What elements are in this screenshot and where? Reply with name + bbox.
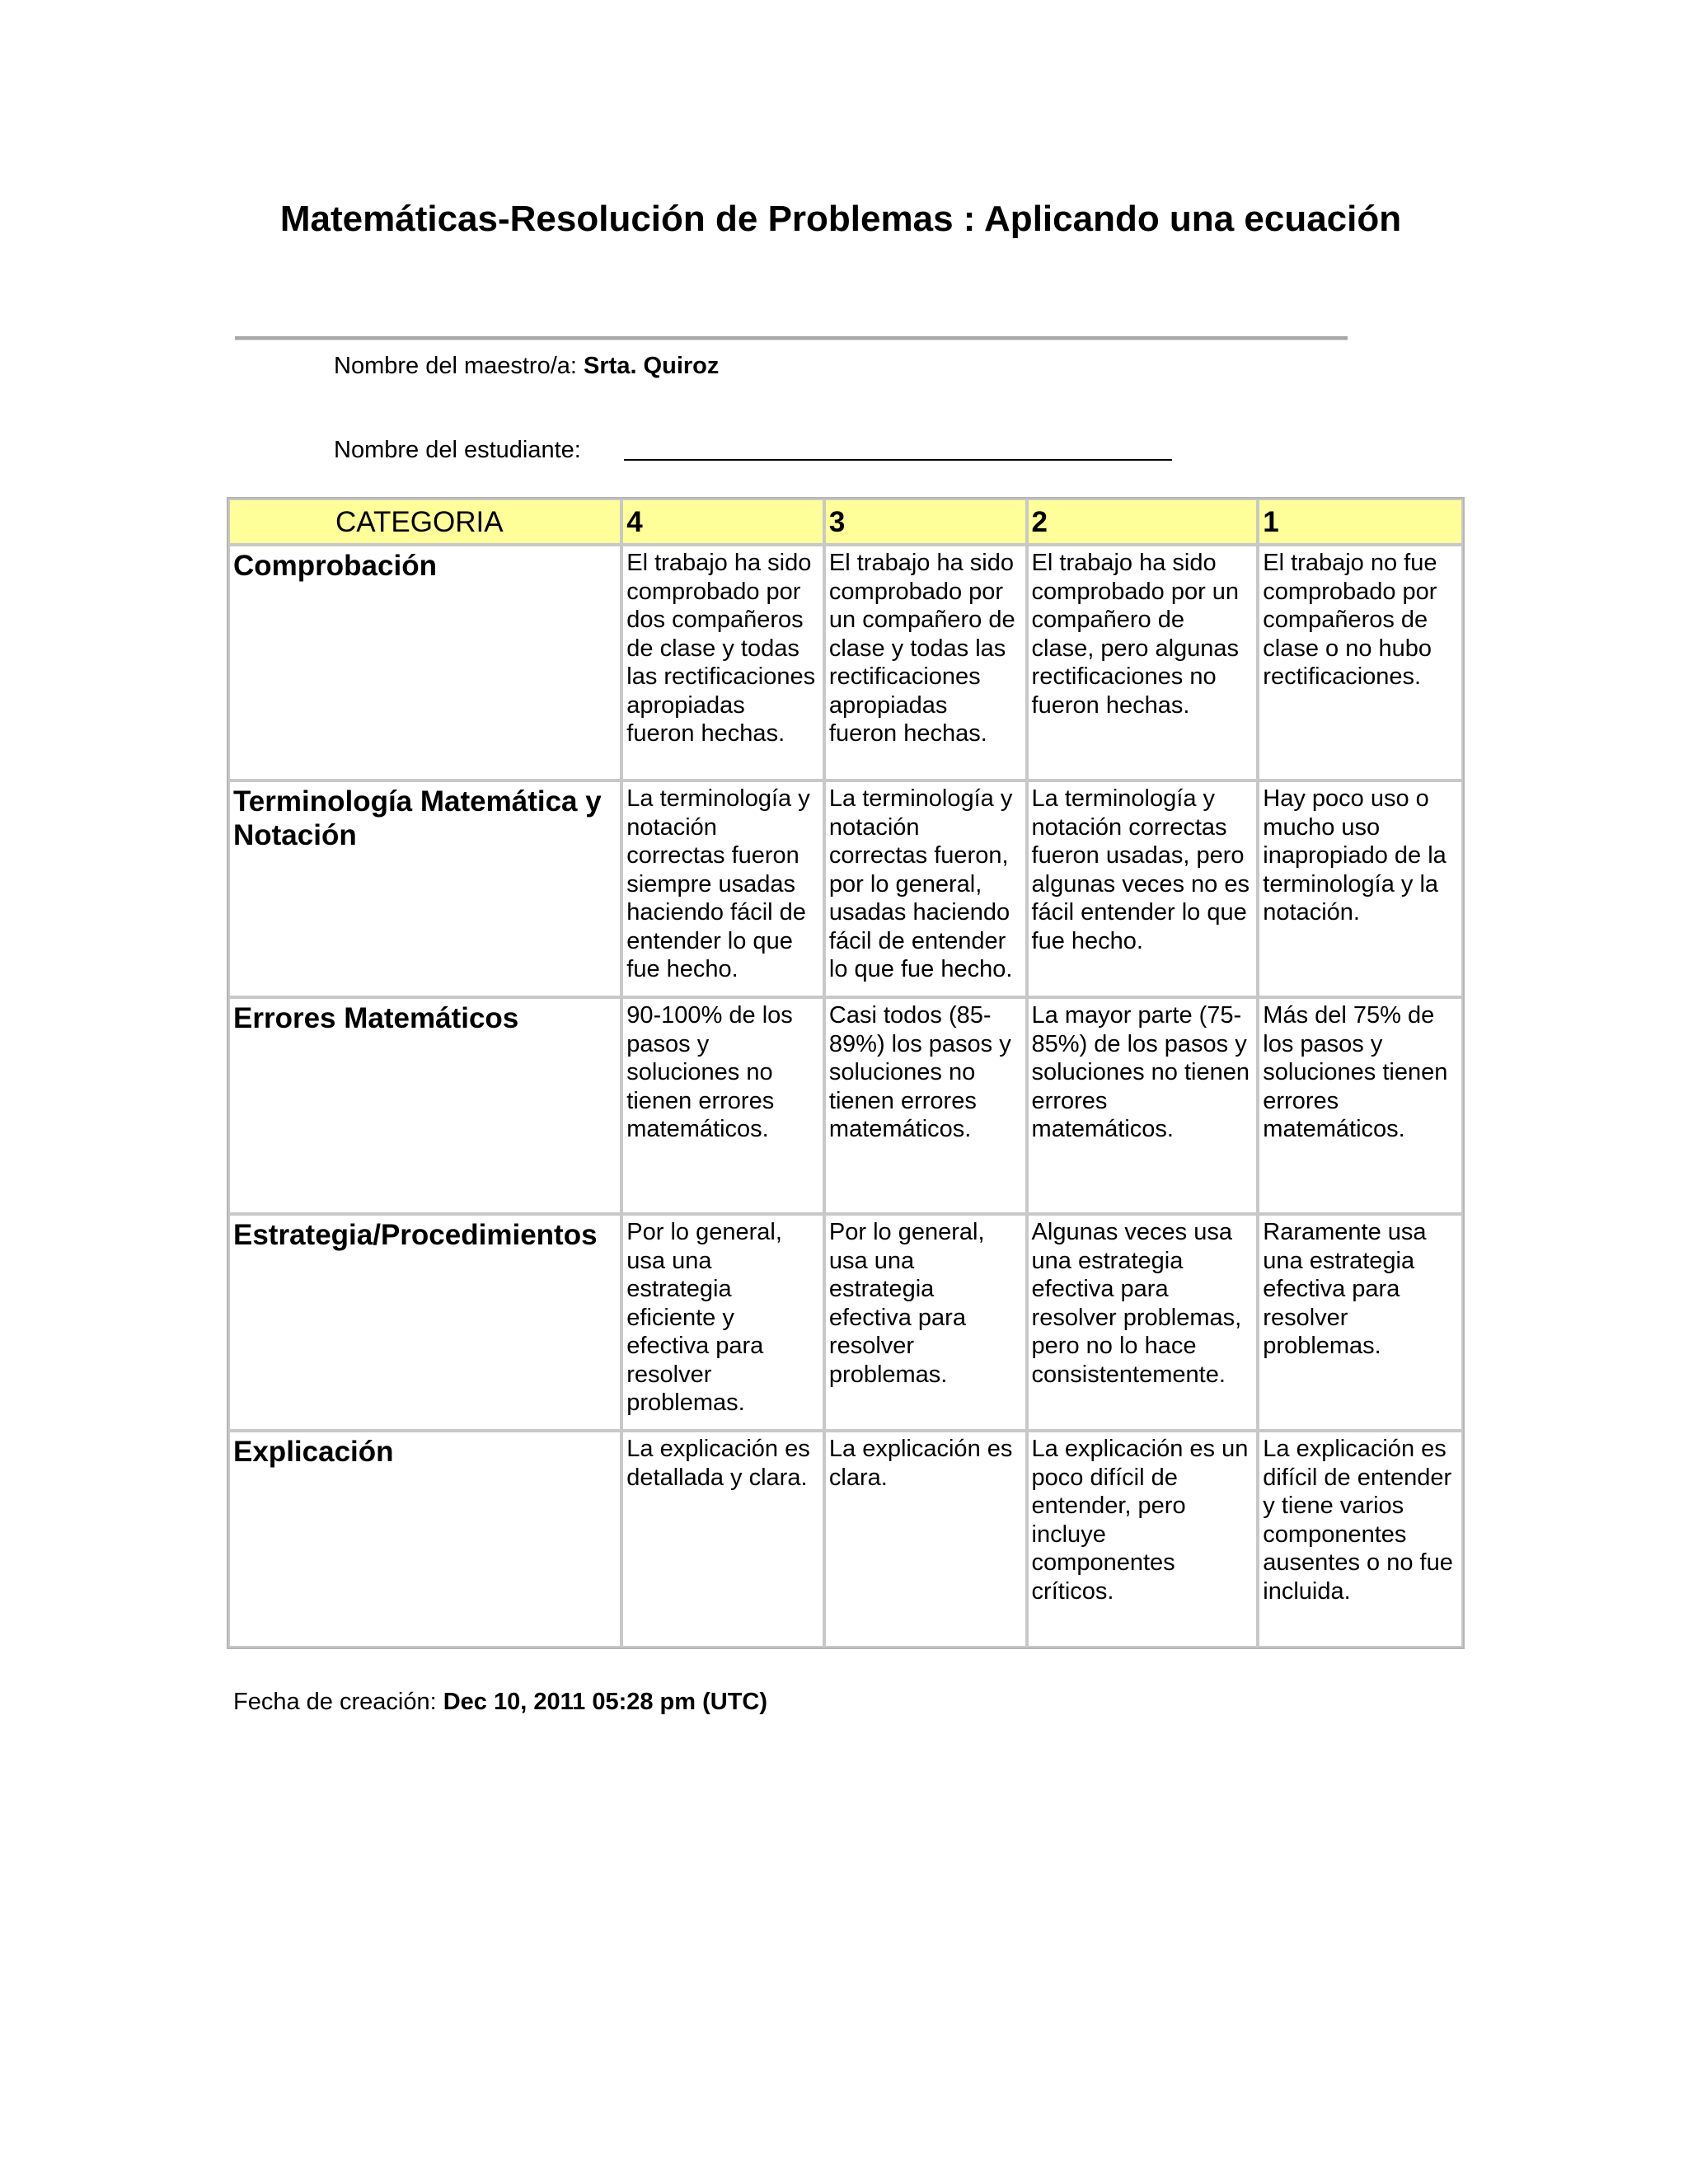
student-name-blank [624,459,1172,461]
table-row [228,1214,1463,1431]
student-name-line [334,435,581,465]
table-cell: Hay poco uso o mucho uso inapropiado de la terminología y la notación. [1258,780,1463,997]
header-score-2: 2 [1027,499,1259,545]
table-cell: Por lo general, usa una estrategia efectiva para resolver problemas. [824,1214,1027,1431]
table-cell: Por lo general, usa una estrategia eficiente y efectiva para resolver problemas. [621,1214,824,1431]
table-cell: La explicación es clara. [824,1431,1027,1647]
row-category: Errores Matemáticos [228,997,621,1214]
table-cell: 90-100% de los pasos y soluciones no tienen errores matemáticos. [621,997,824,1214]
header-category: CATEGORIA [228,499,621,545]
row-category: Estrategia/Procedimientos [228,1214,621,1431]
table-cell: El trabajo ha sido comprobado por un compañero de clase, pero algunas rectificaciones no fueron hechas. [1027,545,1259,780]
table-cell: El trabajo no fue comprobado por compañeros de clase o no hubo rectificaciones. [1258,545,1463,780]
table-row [228,1431,1463,1647]
teacher-label: Nombre del maestro/a: [334,353,577,379]
table-cell: La terminología y notación correctas fueron, por lo general, usadas haciendo fácil de entender lo que fue hecho. [824,780,1027,997]
header-score-3: 3 [824,499,1027,545]
creation-date-label: Fecha de creación: [233,1689,437,1715]
table-cell: La terminología y notación correctas fueron usadas, pero algunas veces no es fácil entender lo que fue hecho. [1027,780,1259,997]
table-cell: La mayor parte (75-85%) de los pasos y soluciones no tienen errores matemáticos. [1027,997,1259,1214]
table-cell: La terminología y notación correctas fueron siempre usadas haciendo fácil de entender lo que fue hecho. [621,780,824,997]
table-cell: Más del 75% de los pasos y soluciones tienen errores matemáticos. [1258,997,1463,1214]
table-cell: El trabajo ha sido comprobado por dos compañeros de clase y todas las rectificaciones apropiadas fueron hechas. [621,545,824,780]
table-cell: Raramente usa una estrategia efectiva para resolver problemas. [1258,1214,1463,1431]
table-cell: La explicación es detallada y clara. [621,1431,824,1647]
table-cell: La explicación es difícil de entender y tiene varios componentes ausentes o no fue incluida. [1258,1431,1463,1647]
teacher-name: Srta. Quiroz [584,353,720,379]
student-label: Nombre del estudiante: [334,437,581,463]
row-category: Explicación [228,1431,621,1647]
teacher-name-line [334,351,719,381]
table-row [228,545,1463,780]
table-cell: Casi todos (85-89%) los pasos y soluciones no tienen errores matemáticos. [824,997,1027,1214]
table-cell: El trabajo ha sido comprobado por un compañero de clase y todas las rectificaciones apropiadas fueron hechas. [824,545,1027,780]
page-title: Matemáticas-Resolución de Problemas : Aplicando una ecuación [279,199,1402,239]
horizontal-divider [235,336,1348,340]
creation-date-line [233,1687,767,1717]
table-row [228,997,1463,1214]
table-cell: La explicación es un poco difícil de entender, pero incluye componentes críticos. [1027,1431,1259,1647]
header-score-4: 4 [621,499,824,545]
table-header-row [228,499,1463,545]
row-category: Terminología Matemática y Notación [228,780,621,997]
table-cell: Algunas veces usa una estrategia efectiva para resolver problemas, pero no lo hace consistentemente. [1027,1214,1259,1431]
rubric-table [227,497,1465,1649]
header-score-1: 1 [1258,499,1463,545]
creation-date-value: Dec 10, 2011 05:28 pm (UTC) [443,1689,768,1715]
row-category: Comprobación [228,545,621,780]
table-row [228,780,1463,997]
